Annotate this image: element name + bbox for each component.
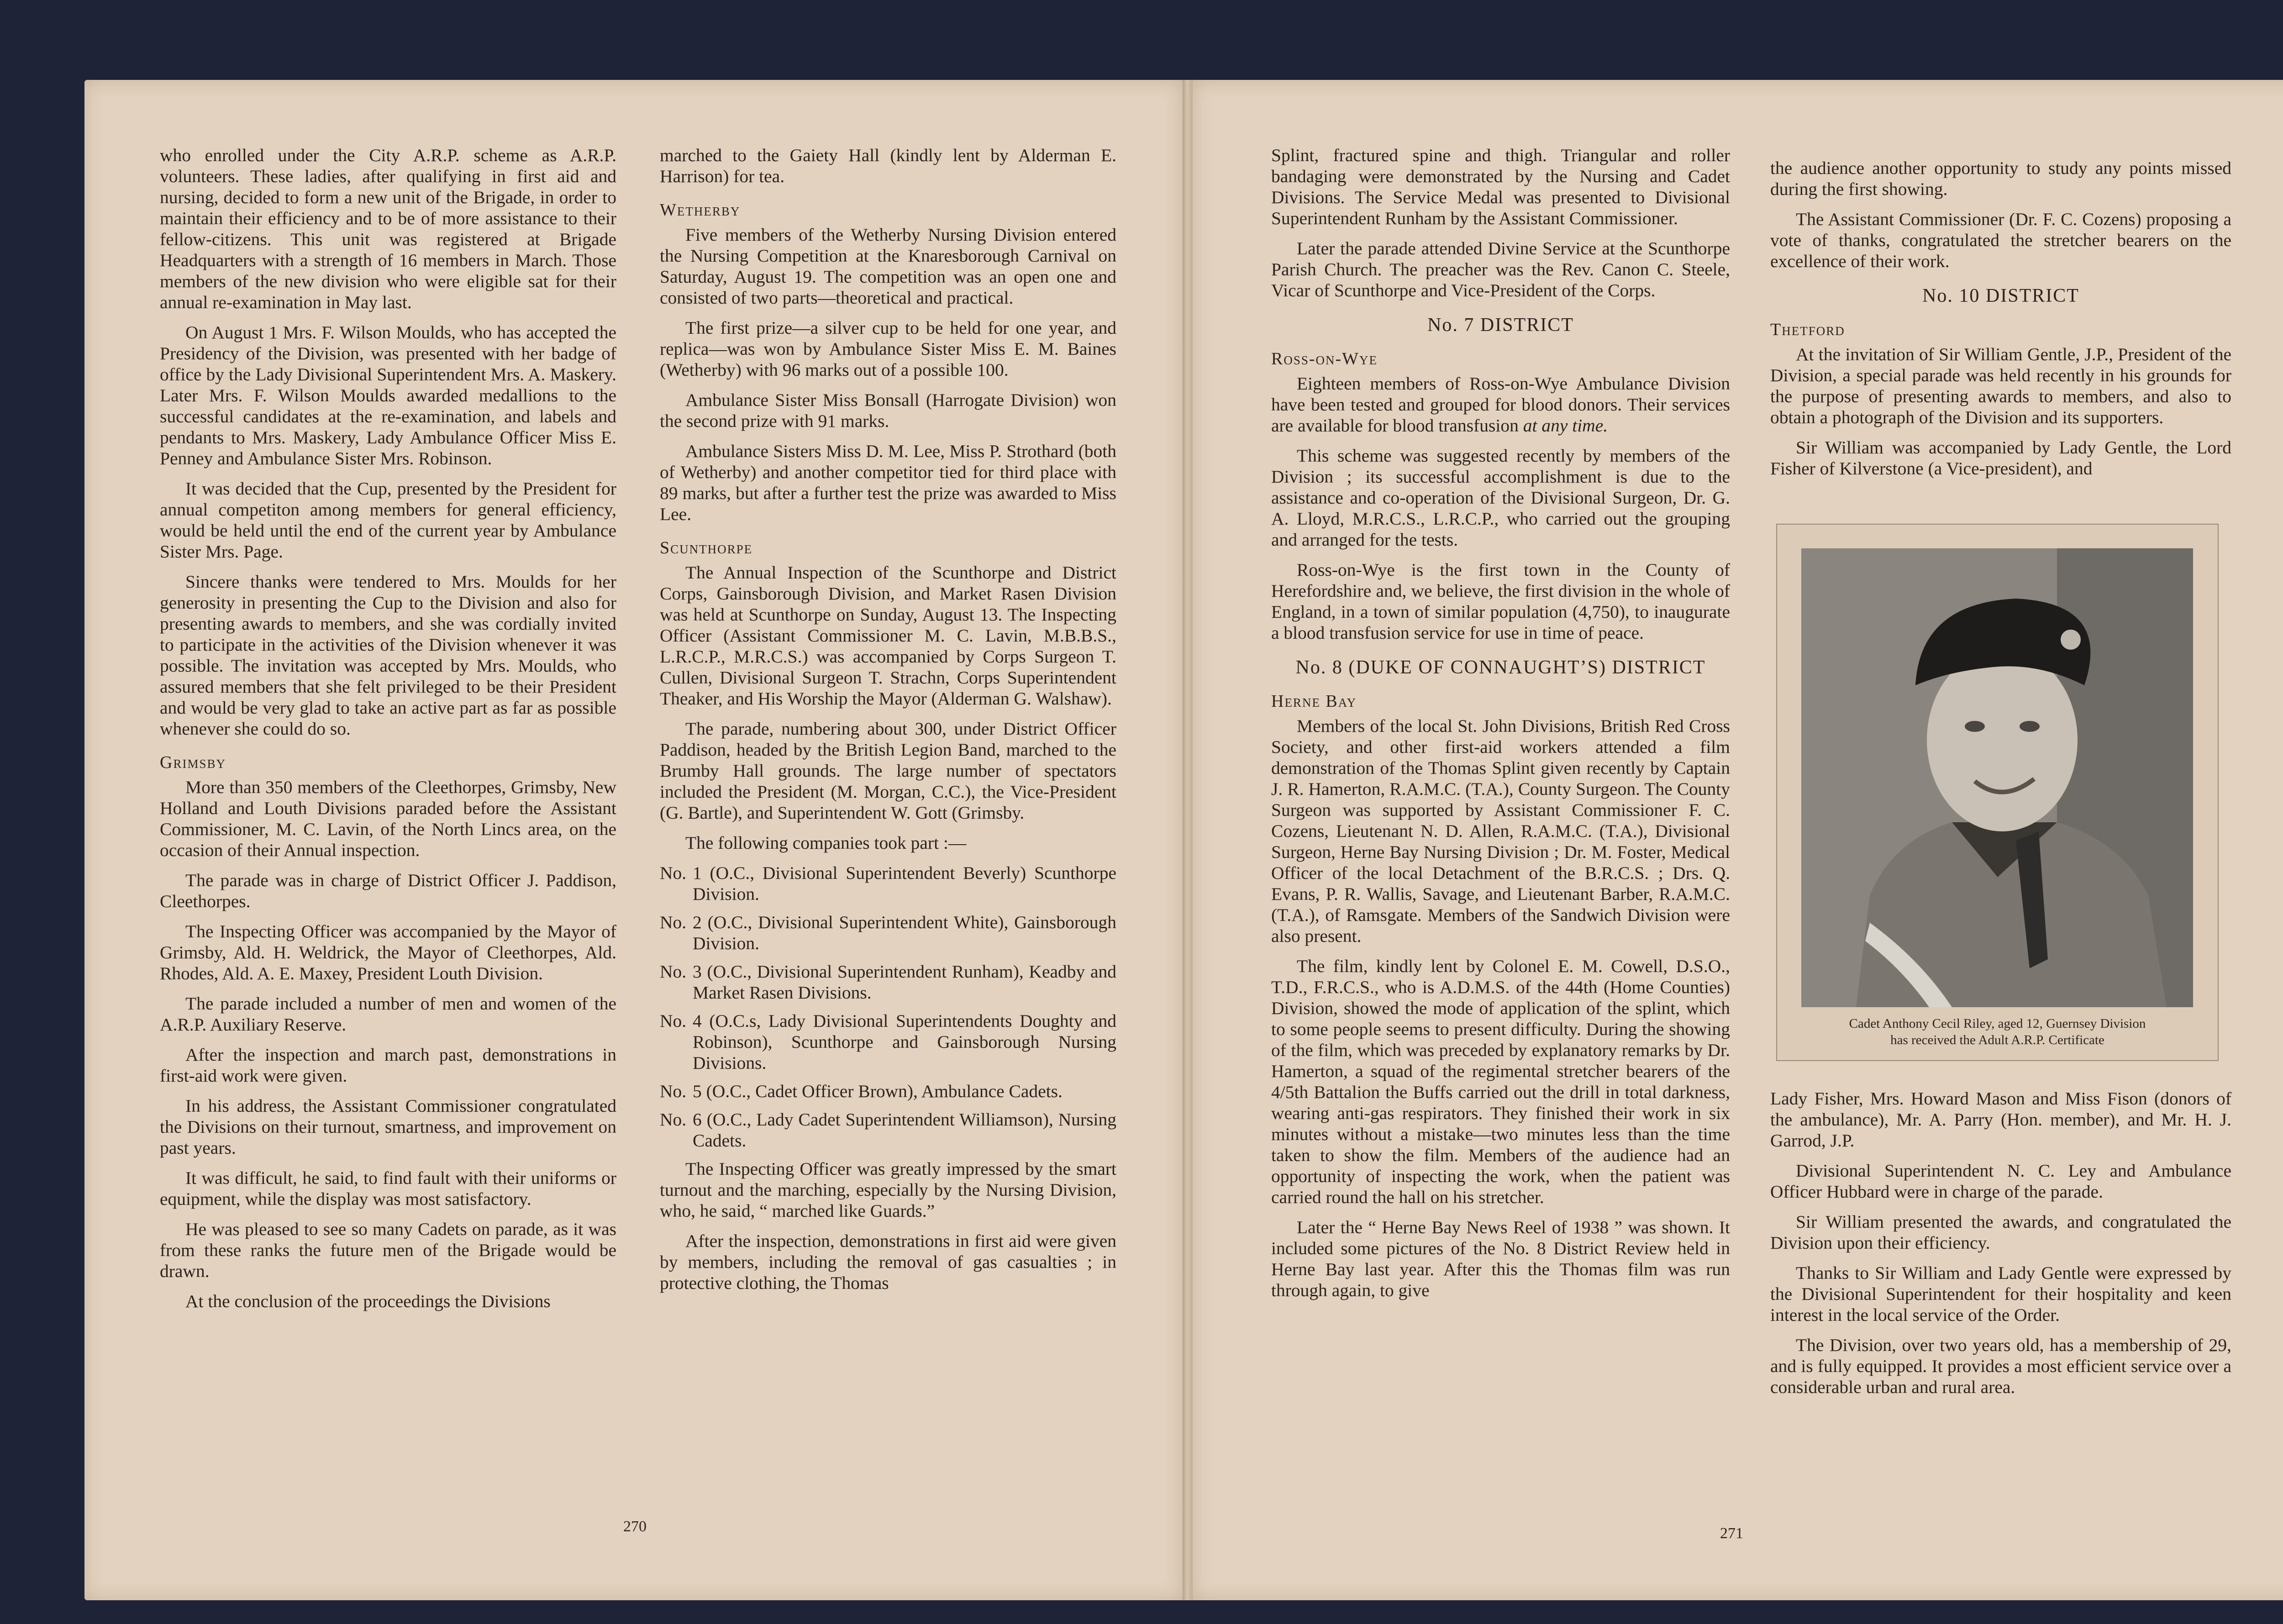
list-item-number: No.: [660, 1109, 687, 1130]
list-item-number: No.: [660, 863, 687, 883]
paragraph-text: After the inspection, demonstrations in first aid were given by members, including the removal of gas casualties ; in protective clothing, the Thomas: [660, 1231, 1116, 1293]
paragraph: [660, 562, 1116, 709]
list-item-text: 2 (O.C., Divisional Superintendent White), Gainsborough Division.: [693, 912, 1116, 953]
paragraph-text: The first prize—a silver cup to be held for one year, and replica—was won by Ambulance Sister Miss E. M. Baines (Wetherby) with 96 marks out of a possible 100.: [660, 318, 1116, 380]
paragraph: [660, 145, 1116, 187]
paragraph-text: The parade, numbering about 300, under District Officer Paddison, headed by the British Legion Band, marched to the Brumby Hall grounds. The large number of spectators included the President (M. Morgan, C.C.), the Vice-President (G. Bartle), and Superintendent W. Gott (Grimsby.: [660, 719, 1116, 823]
section-heading: Grimsby: [160, 753, 226, 772]
paragraph-text: who enrolled under the City A.R.P. scheme as A.R.P. volunteers. These ladies, after qualifying in first aid and nursing, decided to form a new unit of the Brigade, in order to maintain their efficiency and to be of more assistance to their fellow-citizens. This unit was registered at Brigade Headquarters with a strength of 16 members in March. Those members of the new division who were eligible sat for their annual re-examination in May last.: [160, 145, 616, 312]
paragraph: [1271, 238, 1730, 301]
paragraph-text: Later the “ Herne Bay News Reel of 1938 ” was shown. It included some pictures of the No. 8 District Review held in Herne Bay last year. After this the Thomas film was run through again, to give: [1271, 1217, 1730, 1300]
photo-caption: [1791, 1015, 2204, 1048]
paragraph: [1271, 445, 1730, 550]
paragraph-text: Lady Fisher, Mrs. Howard Mason and Miss Fison (donors of the ambulance), Mr. A. Parry (Hon. member), and Mr. H. J. Garrod, J.P.: [1770, 1088, 2231, 1151]
paragraph-text: Sir William presented the awards, and congratulated the Division upon their efficiency.: [1770, 1212, 2231, 1253]
paragraph-text: Sir William was accompanied by Lady Gentle, the Lord Fisher of Kilverstone (a Vice-president), and: [1770, 437, 2231, 478]
paragraph: [1271, 715, 1730, 946]
book-gutter: [1183, 80, 1193, 1600]
paragraph: [160, 993, 616, 1035]
paragraph-text: The Inspecting Officer was greatly impressed by the smart turnout and the marching, especially by the Nursing Division, who, he said, “ marched like Guards.”: [660, 1159, 1116, 1221]
paragraph: [660, 1230, 1116, 1293]
list-item-text: 5 (O.C., Cadet Officer Brown), Ambulance Cadets.: [693, 1081, 1063, 1101]
paragraph-text: After the inspection and march past, demonstrations in first-aid work were given.: [160, 1045, 616, 1086]
right-page-column-2-top: [1770, 158, 2231, 488]
paragraph: [1770, 1211, 2231, 1253]
section-heading: Thetford: [1770, 320, 1845, 339]
paragraph: [1770, 1160, 2231, 1202]
paragraph-text: On August 1 Mrs. F. Wilson Moulds, who has accepted the Presidency of the Division, was presented with her badge of office by the Lady Divisional Superintendent Mrs. A. Maskery. Later Mrs. F. Wilson Moulds awarded medallions to the successful candidates at the re-examination, and labels and pendants to Mrs. Maskery, Lady Ambulance Officer Miss E. Penney and Ambulance Sister Mrs. Robinson.: [160, 322, 616, 468]
paragraph: [1770, 437, 2231, 479]
list-item: [660, 862, 1116, 904]
paragraph-text: At the conclusion of the proceedings the Divisions: [185, 1291, 551, 1311]
paragraph-text: The Annual Inspection of the Scunthorpe and District Corps, Gainsborough Division, and Market Rasen Division was held at Scunthorpe on Sunday, August 13. The Inspecting Officer (Assistant Commissioner M. C. Lavin, M.B.B.S., L.R.C.P., M.R.C.S.) was accompanied by Corps Surgeon T. Cullen, Divisional Surgeon T. Strachn, Corps Superintendent Theaker, and His Worship the Mayor (Alderman G. Walshaw).: [660, 562, 1116, 709]
paragraph-text: The film, kindly lent by Colonel E. M. Cowell, D.S.O., T.D., F.R.C.S., who is A.D.M.S. of the 44th (Home Counties) Division, showed the mode of application of the splint, which to some people seems to present difficulty. During the showing of the film, which was preceded by explanatory remarks by Dr. Hamerton, a squad of the regimental stretcher bearers of the 4/5th Battalion the Buffs carried out the drill in total darkness, wearing anti-gas respirators. They finished their work in six minutes without a mistake—two minutes less than the time taken to show the film. Members of the audience had an opportunity of inspecting the work, when the patient was carried round the hall on his stretcher.: [1271, 956, 1730, 1207]
paragraph: [160, 1044, 616, 1086]
paragraph-text: Ambulance Sisters Miss D. M. Lee, Miss P. Strothard (both of Wetherby) and another competitor tied for third place with 89 marks, but after a further test the prize was awarded to Miss Lee.: [660, 441, 1116, 524]
paragraph-text: Splint, fractured spine and thigh. Triangular and roller bandaging were demonstrated by the Nursing and Cadet Divisions. The Service Medal was presented to Divisional Superintendent Runham by the Assistant Commissioner.: [1271, 145, 1730, 228]
list-item: [660, 1010, 1116, 1073]
left-page-column-2: [660, 145, 1116, 1303]
paragraph-text: Eighteen members of Ross-on-Wye Ambulance Division have been tested and grouped for blood donors. Their services are available for blood transfusion: [1271, 373, 1730, 436]
paragraph-text: The Inspecting Officer was accompanied by the Mayor of Grimsby, Ald. H. Weldrick, the Mayor of Cleethorpes, Ald. Rhodes, Ald. A. E. Maxey, President Louth Division.: [160, 921, 616, 983]
section-heading: Wetherby: [660, 200, 741, 220]
paragraph: [160, 1291, 616, 1312]
section-heading: Scunthorpe: [660, 538, 753, 557]
paragraph-text: Later the parade attended Divine Service at the Scunthorpe Parish Church. The preacher was the Rev. Canon C. Steele, Vicar of Scunthorpe and Vice-President of the Corps.: [1271, 238, 1730, 300]
paragraph: [660, 832, 1116, 853]
paragraph: [1271, 145, 1730, 229]
paragraph-text: In his address, the Assistant Commissioner congratulated the Divisions on their turnout, smartness, and improvement on past years.: [160, 1096, 616, 1158]
paragraph-text: Members of the local St. John Divisions, British Red Cross Society, and other first-aid workers attended a film demonstration of the Thomas Splint given recently by Captain J. R. Hamerton, R.A.M.C. (T.A.), County Surgeon. The County Surgeon was supported by Assistant Commissioner F. C. Cozens, Lieutenant N. D. Allen, R.A.M.C. (T.A.), Divisional Surgeon, Herne Bay Nursing Division ; Dr. M. Foster, Medical Officer of the local Detachment of the B.R.C.S. ; Drs. Q. Evans, P. R. Wallis, Savage, and Lieutenant Barber, R.A.M.C. (T.A.), of Ramsgate. Members of the Sandwich Division were also present.: [1271, 716, 1730, 946]
section-heading: Herne Bay: [1271, 692, 1357, 711]
paragraph-text: It was decided that the Cup, presented by the President for annual competiton among members for general efficiency, would be held until the end of the current year by Ambulance Sister Mrs. Page.: [160, 478, 616, 562]
paragraph: [1770, 344, 2231, 428]
paragraph: [660, 718, 1116, 823]
list-item: [660, 912, 1116, 954]
paragraph-text: This scheme was suggested recently by members of the Division ; its successful accomplishment is due to the assistance and co-operation of the Divisional Surgeon, Dr. G. A. Lloyd, M.R.C.S., L.R.C.P., who carried out the grouping and arranged for the tests.: [1271, 446, 1730, 550]
paragraph-text: The following companies took part :—: [685, 833, 967, 853]
paragraph: [1271, 956, 1730, 1208]
paragraph: [160, 571, 616, 739]
list-item: [660, 1109, 1116, 1151]
photo-caption-line-2: has received the Adult A.R.P. Certificate: [1890, 1033, 2104, 1047]
paragraph-text: Thanks to Sir William and Lady Gentle were expressed by the Divisional Superintendent for their hospitality and keen interest in the local service of the Order.: [1770, 1263, 2231, 1325]
paragraph: [1271, 1217, 1730, 1301]
paragraph: [660, 1158, 1116, 1221]
paragraph-text: The parade was in charge of District Officer J. Paddison, Cleethorpes.: [160, 870, 616, 911]
list-item-number: No.: [660, 962, 687, 982]
paragraph: [1770, 1262, 2231, 1325]
paragraph: [660, 317, 1116, 380]
left-page: [84, 80, 1183, 1600]
paragraph: [160, 1095, 616, 1158]
page-number: 271: [1720, 1525, 1743, 1542]
district-heading: No. 8 (DUKE OF CONNAUGHT’S) DISTRICT: [1295, 657, 1706, 678]
paragraph-text: More than 350 members of the Cleethorpes, Grimsby, New Holland and Louth Divisions paraded before the Assistant Commissioner, M. C. Lavin, of the North Lincs area, on the occasion of their Annual inspection.: [160, 777, 616, 860]
paragraph: [1770, 1335, 2231, 1398]
paragraph: [1770, 1088, 2231, 1151]
paragraph: [160, 870, 616, 912]
right-page-column-2-bottom: [1770, 1088, 2231, 1407]
paragraph-text: the audience another opportunity to study any points missed during the first showing.: [1770, 158, 2231, 199]
list-item-number: No.: [660, 1011, 687, 1031]
right-page-column-1: [1271, 145, 1730, 1310]
list-item: [660, 961, 1116, 1003]
paragraph-text: Divisional Superintendent N. C. Ley and Ambulance Officer Hubbard were in charge of the parade.: [1770, 1161, 2231, 1202]
cadet-photograph: [1801, 548, 2193, 1007]
list-item-text: 6 (O.C., Lady Cadet Superintendent Williamson), Nursing Cadets.: [693, 1109, 1116, 1151]
list-item: [660, 1081, 1116, 1102]
paragraph-text: He was pleased to see so many Cadets on parade, as it was from these ranks the future men of the Brigade would be drawn.: [160, 1219, 616, 1281]
paragraph: [660, 224, 1116, 308]
paragraph: [160, 1219, 616, 1282]
paragraph-text: The parade included a number of men and women of the A.R.P. Auxiliary Reserve.: [160, 993, 616, 1035]
photo-frame: [1776, 524, 2219, 1061]
left-page-column-1: [160, 145, 616, 1321]
list-item-text: 1 (O.C., Divisional Superintendent Beverly) Scunthorpe Division.: [693, 863, 1116, 904]
paragraph: [1271, 373, 1730, 436]
district-heading: No. 7 DISTRICT: [1427, 315, 1574, 336]
district-heading: No. 10 DISTRICT: [1922, 285, 2079, 306]
paragraph: [160, 921, 616, 984]
cadet-portrait-illustration: [1801, 548, 2193, 1007]
paragraph: [160, 145, 616, 313]
list-item-text: 3 (O.C., Divisional Superintendent Runham), Keadby and Market Rasen Divisions.: [693, 962, 1116, 1003]
emphasis-text: at any time.: [1523, 415, 1608, 436]
paragraph: [660, 441, 1116, 525]
paragraph: [160, 777, 616, 861]
paragraph-text: Sincere thanks were tendered to Mrs. Moulds for her generosity in presenting the Cup to the Division and also for presenting awards to members, and she was cordially invited to participate in the activities of the Division whenever it was possible. The invitation was accepted by Mrs. Moulds, who assured members that she felt privileged to be their President and would be very glad to take an active part as far as possible whenever she could do so.: [160, 572, 616, 739]
paragraph: [1770, 158, 2231, 200]
paragraph-text: Ross-on-Wye is the first town in the County of Herefordshire and, we believe, the first division in the whole of England, in a town of similar population (4,750), to inaugurate a blood transfusion service for use in time of peace.: [1271, 560, 1730, 643]
paragraph-text: marched to the Gaiety Hall (kindly lent by Alderman E. Harrison) for tea.: [660, 145, 1116, 186]
paragraph-text: The Division, over two years old, has a membership of 29, and is fully equipped. It provides a most efficient service over a considerable urban and rural area.: [1770, 1335, 2231, 1397]
paragraph: [1271, 559, 1730, 643]
paragraph: [160, 1167, 616, 1209]
paragraph-text: Ambulance Sister Miss Bonsall (Harrogate Division) won the second prize with 91 marks.: [660, 390, 1116, 431]
section-heading: Ross-on-Wye: [1271, 349, 1378, 368]
paragraph-text: Five members of the Wetherby Nursing Division entered the Nursing Competition at the Knaresborough Carnival on Saturday, August 19. The competition was an open one and consisted of two parts—theoretical and practical.: [660, 225, 1116, 308]
list-item-number: No.: [660, 912, 687, 932]
paragraph: [160, 478, 616, 562]
paragraph: [1770, 209, 2231, 272]
paragraph-text: The Assistant Commissioner (Dr. F. C. Cozens) proposing a vote of thanks, congratulated the stretcher bearers on the excellence of their work.: [1770, 209, 2231, 271]
list-item-number: No.: [660, 1081, 687, 1101]
list-item-text: 4 (O.C.s, Lady Divisional Superintendents Doughty and Robinson), Scunthorpe and Gainsborough Nursing Divisions.: [693, 1011, 1116, 1073]
page-number: 270: [623, 1518, 647, 1535]
paragraph: [660, 389, 1116, 431]
paragraph-text: At the invitation of Sir William Gentle, J.P., President of the Division, a special parade was held recently in his grounds for the purpose of presenting awards to members, and also to obtain a photograph of the Division and its supporters.: [1770, 344, 2231, 427]
paragraph: [160, 322, 616, 469]
photo-caption-line-1: Cadet Anthony Cecil Riley, aged 12, Guernsey Division: [1849, 1016, 2146, 1031]
paragraph-text: It was difficult, he said, to find fault with their uniforms or equipment, while the display was most satisfactory.: [160, 1168, 616, 1209]
